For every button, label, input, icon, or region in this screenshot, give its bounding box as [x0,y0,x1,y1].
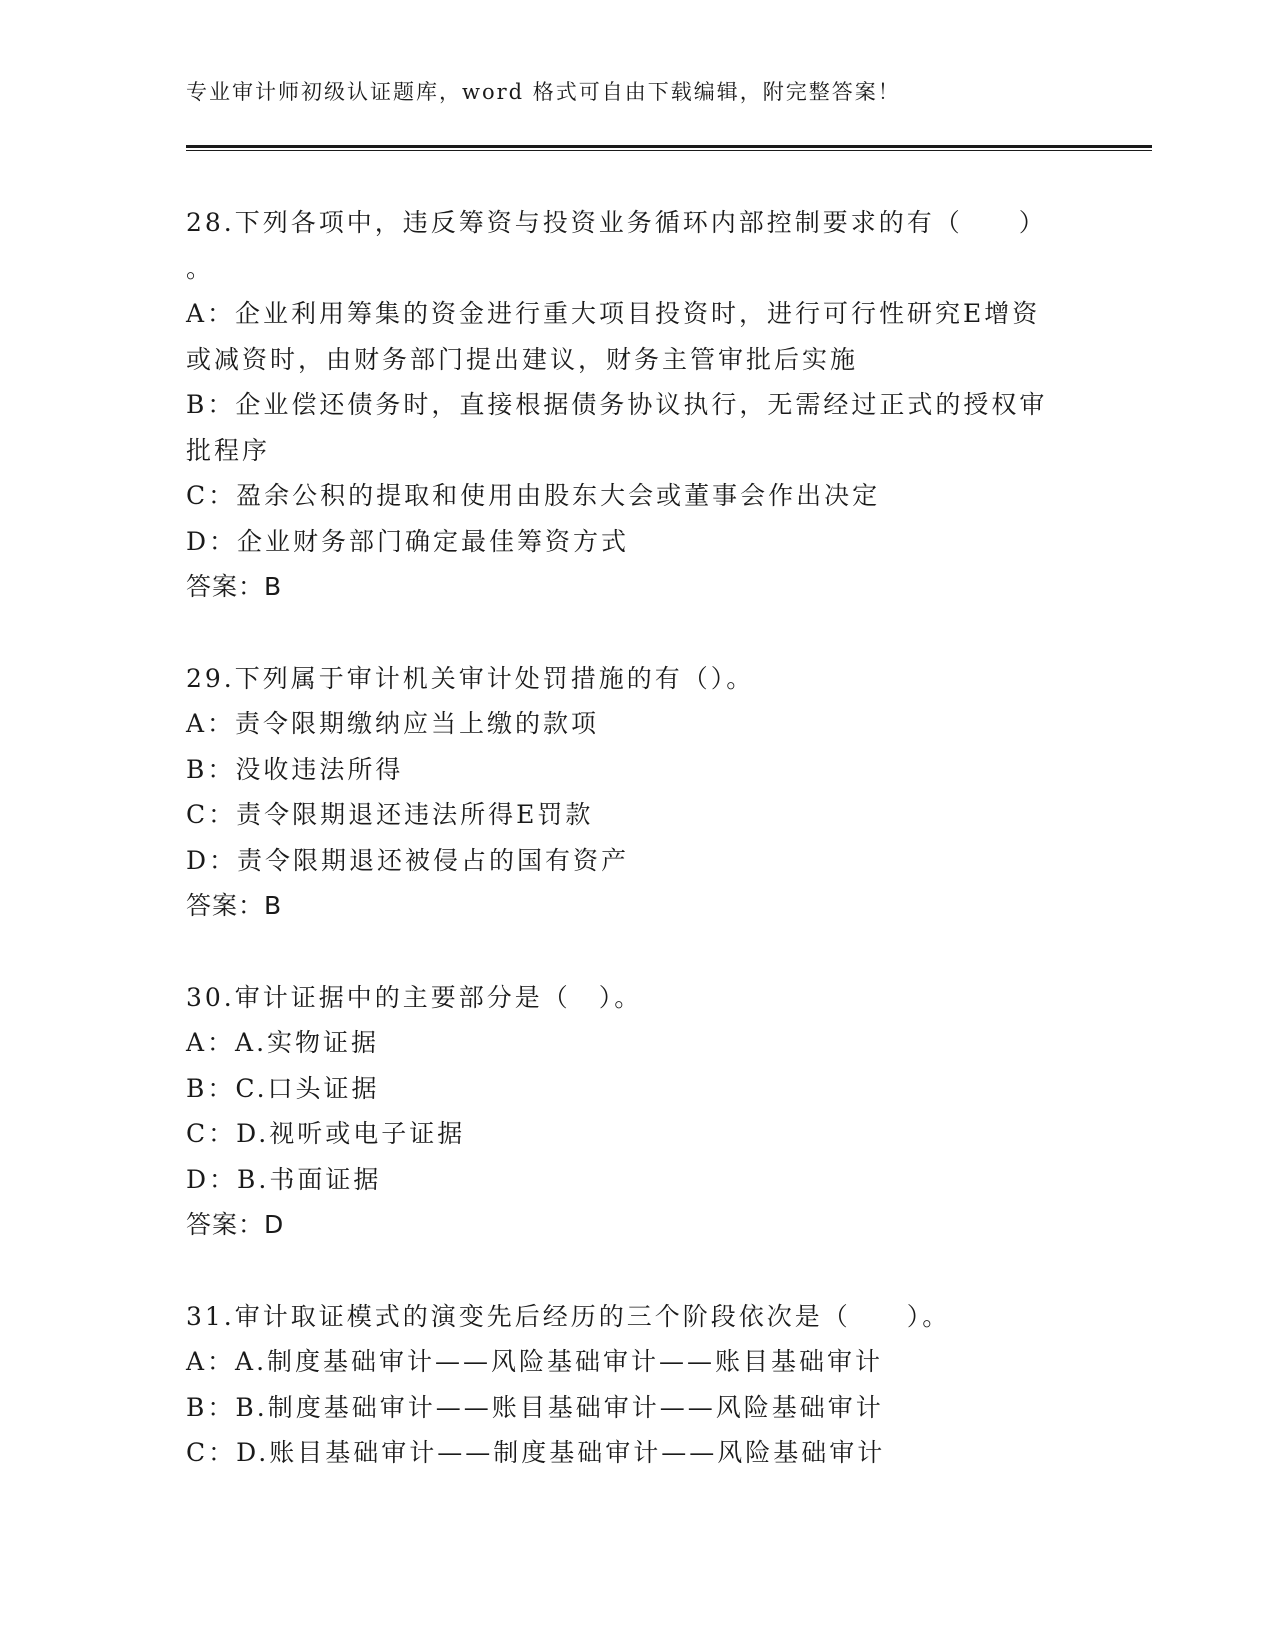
option-c: C：D.账目基础审计——制度基础审计——风险基础审计 [186,1438,886,1467]
option-c: C：D.视听或电子证据 [186,1119,466,1148]
header-rule-thick [186,145,1152,148]
option-d: D：B.书面证据 [186,1164,382,1194]
option-a: A：责令限期缴纳应当上缴的款项 [186,709,600,738]
question-28 [186,200,1086,610]
option-b: B：B.制度基础审计——账目基础审计——风险基础审计 [186,1392,884,1422]
question-stem: 28.下列各项中，违反筹资与投资业务循环内部控制要求的有（ ） [186,208,1047,237]
answer: 答案：D [186,1210,285,1239]
answer: 答案：B [186,891,283,920]
question-31 [186,1294,1086,1476]
question-30 [186,975,1086,1248]
option-a: 或减资时，由财务部门提出建议，财务主管审批后实施 [186,344,859,374]
option-b: 批程序 [186,435,271,465]
question-stem: 。 [186,253,215,283]
option-c: C：责令限期退还违法所得E罚款 [186,800,594,829]
option-a: A：A.制度基础审计——风险基础审计——账目基础审计 [186,1347,884,1376]
option-b: B：C.口头证据 [186,1073,380,1103]
question-stem: 30.审计证据中的主要部分是（ ）。 [186,982,643,1012]
option-d: D：企业财务部门确定最佳筹资方式 [186,526,630,556]
option-a: A：企业利用筹集的资金进行重大项目投资时，进行可行性研究E增资 [186,299,1041,328]
question-stem: 31.审计取证模式的演变先后经历的三个阶段依次是（ ）。 [186,1301,951,1331]
question-stem: 29.下列属于审计机关审计处罚措施的有（）。 [186,663,755,693]
option-c: C：盈余公积的提取和使用由股东大会或董事会作出决定 [186,481,881,510]
question-29 [186,656,1086,929]
answer: 答案：B [186,572,283,601]
header-text: 专业审计师初级认证题库，word 格式可自由下载编辑，附完整答案！ [186,80,901,104]
option-d: D：责令限期退还被侵占的国有资产 [186,845,630,875]
header-rule-thin [186,150,1152,151]
option-b: B：企业偿还债务时，直接根据债务协议执行，无需经过正式的授权审 [186,390,1048,419]
question-list [186,200,1086,1522]
option-a: A：A.实物证据 [186,1028,380,1057]
option-b: B：没收违法所得 [186,754,404,784]
